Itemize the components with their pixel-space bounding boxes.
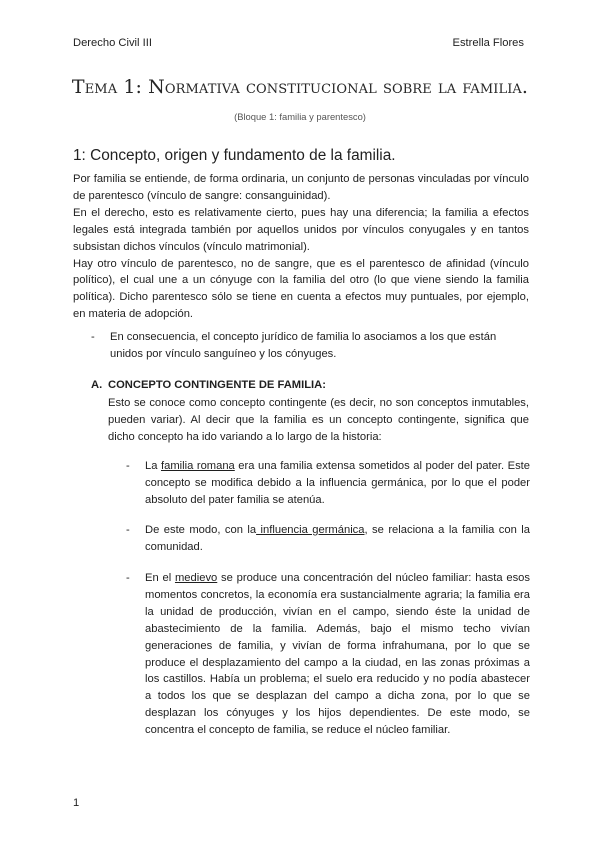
- intro-paragraphs: [73, 171, 529, 323]
- list-item-text: En el medievo se produce una concentración del núcleo familiar: hasta esos momentos concretos, la economía era sustancialmente agraria; la familia era la unidad de producción, vivían en el campo, siendo éste la unidad de abastecimiento de la familia. Además, bajo el mismo techo vivían generaciones de familia, y vivían de forma infrahumana, por lo que se produce el desplazamiento del campo a la ciudad, en las zonas próximas a los castillos. Había un problema; el suelo era reducido y no podía abastecer a todos los que se desplazan del campo a dicha zona, por lo que se desplazan los cónyuges y los hijos dependientes. De este modo, se concentra el concepto de familia, se reduce el núcleo familiar.: [145, 572, 530, 737]
- subsection-body: Esto se conoce como concepto contingente (es decir, no son conceptos inmutables, pueden variar). Al decir que la familia es un concepto contingente, significa que dicho concepto ha ido variando a lo largo de la historia:: [108, 397, 529, 443]
- paragraph: Hay otro vínculo de parentesco, no de sangre, que es el parentesco de afinidad (vínculo político), el cual une a un cónyuge con la familia del otro (lo que viene siendo la familia política). Dicho parentesco sólo se tiene en cuenta a efectos muy puntuales, por ejemplo, en materia de adopción.: [73, 257, 529, 321]
- underlined-term: familia romana: [160, 460, 235, 472]
- paragraph: En el derecho, esto es relativamente cierto, pues hay una diferencia; la familia a efectos legales está integrada también por aquellos unidos por vínculos conyugales y en tantos subsistan dichos vínculos (vínculo matrimonial).: [73, 206, 529, 253]
- page-number: 1: [73, 797, 80, 809]
- page-title: Tema 1: Normativa constitucional sobre la familia.: [71, 76, 529, 98]
- list-item: [126, 458, 530, 509]
- underlined-term: medievo: [174, 572, 218, 584]
- header-course: Derecho Civil III: [73, 37, 152, 49]
- list-item: [126, 570, 530, 739]
- list-item-text: De este modo, con la influencia germánica, se relaciona a la familia con la comunidad.: [145, 524, 530, 553]
- header-author: Estrella Flores: [452, 37, 524, 49]
- dash-marker: -: [126, 524, 130, 536]
- page-subtitle: (Bloque 1: familia y parentesco): [234, 111, 366, 122]
- list-item-text: En consecuencia, el concepto jurídico de familia lo asociamos a los que están unidos por vínculo sanguíneo y los cónyuges.: [110, 331, 497, 360]
- dash-marker: -: [126, 572, 130, 584]
- list-item-text: La familia romana era una familia extensa sometidos al poder del pater. Este concepto se modifica debido a la influencia germánica, por lo que el poder absoluto del pater familia se atenúa.: [145, 460, 531, 506]
- subsection-heading: [91, 379, 326, 391]
- subsection-title: CONCEPTO CONTINGENTE DE FAMILIA:: [108, 379, 326, 391]
- dash-marker: -: [126, 460, 130, 472]
- list-item: [91, 329, 531, 363]
- dash-marker: -: [91, 331, 95, 343]
- section-heading: 1: Concepto, origen y fundamento de la familia.: [73, 147, 396, 164]
- underlined-term: influencia germánica: [256, 524, 365, 536]
- paragraph: Por familia se entiende, de forma ordinaria, un conjunto de personas vinculadas por vínculo de parentesco (vínculo de sangre: consanguinidad).: [73, 173, 529, 202]
- subsection-letter: A.: [91, 379, 103, 391]
- list-item: [126, 522, 530, 556]
